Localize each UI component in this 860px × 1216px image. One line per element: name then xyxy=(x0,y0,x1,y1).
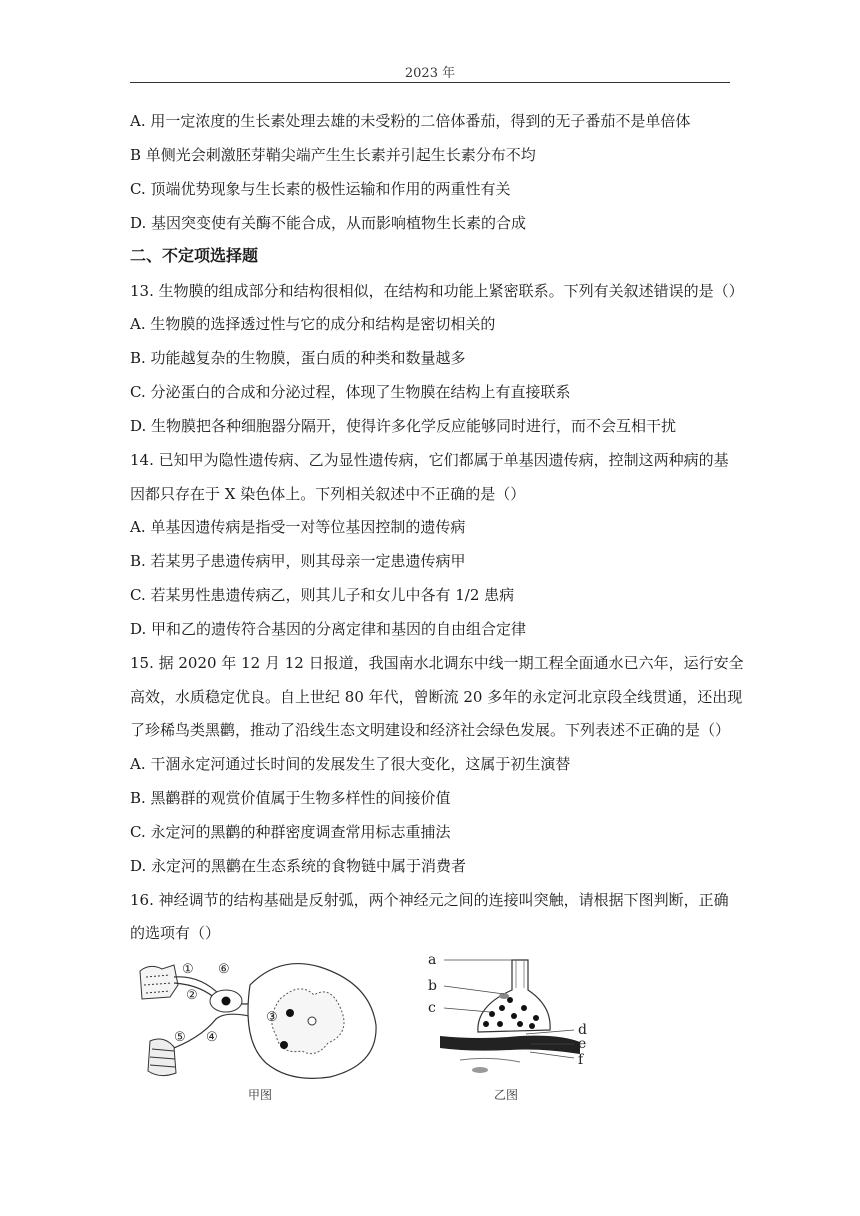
question-13: 13. 生物膜的组成部分和结构很相似，在结构和功能上紧密联系。下列有关叙述错误的是（） xyxy=(130,282,744,300)
postsynaptic-membrane-shape xyxy=(440,1036,580,1054)
text-line: C. 分泌蛋白的合成和分泌过程，体现了生物膜在结构上有直接联系 xyxy=(130,383,571,401)
text-line: B. 功能越复杂的生物膜，蛋白质的种类和数量越多 xyxy=(130,349,466,367)
label-5: ⑤ xyxy=(174,1030,186,1045)
question-16: 16. 神经调节的结构基础是反射弧，两个神经元之间的连接叫突触，请根据下图判断，正确 xyxy=(130,891,729,909)
page-header-year: 2023 年 xyxy=(404,66,456,81)
question-14: 14. 已知甲为隐性遗传病、乙为显性遗传病，它们都属于单基因遗传病，控制这两种病的基 xyxy=(130,451,729,469)
question-15: 15. 据 2020 年 12 月 12 日报道，我国南水北调东中线一期工程全面通水已六年，运行安全 xyxy=(130,654,744,672)
label-c: c xyxy=(428,1000,436,1016)
ganglion-cell-body xyxy=(222,997,231,1006)
text-line: C. 若某男性患遗传病乙，则其儿子和女儿中各有 1/2 患病 xyxy=(130,586,515,604)
text-line: D. 永定河的黑鹳在生态系统的食物链中属于消费者 xyxy=(130,857,467,875)
text-line: A. 单基因遗传病是指受一对等位基因控制的遗传病 xyxy=(130,518,466,536)
text-line: D. 甲和乙的遗传符合基因的分离定律和基因的自由组合定律 xyxy=(130,620,527,638)
header-rule xyxy=(130,82,730,83)
text-line: C. 永定河的黑鹳的种群密度调查常用标志重捕法 xyxy=(130,823,451,841)
label-b: b xyxy=(428,978,437,994)
figure-caption-yi: 乙图 xyxy=(494,1088,519,1102)
muscle-effector-shape xyxy=(148,1039,176,1076)
label-2: ② xyxy=(186,988,198,1003)
synapse-figure xyxy=(420,950,600,1090)
text-line: B 单侧光会刺激胚芽鞘尖端产生生长素并引起生长素分布不均 xyxy=(130,146,536,164)
label-a: a xyxy=(428,952,437,968)
label-f: f xyxy=(578,1052,584,1068)
label-d: d xyxy=(578,1022,587,1038)
label-4: ④ xyxy=(206,1030,218,1045)
text-line: B. 黑鹳群的观赏价值属于生物多样性的间接价值 xyxy=(130,789,451,807)
text-line: 因都只存在于 X 染色体上。下列相关叙述中不正确的是（） xyxy=(130,485,526,503)
section-heading: 二、不定项选择题 xyxy=(130,246,259,265)
text-line: C. 顶端优势现象与生长素的极性运输和作用的两重性有关 xyxy=(130,180,511,198)
text-line: 高效，水质稳定优良。自上世纪 80 年代，曾断流 20 多年的永定河北京段全线贯通，还出现 xyxy=(130,688,743,706)
figure-caption-jia: 甲图 xyxy=(248,1088,273,1102)
text-line: A. 干涸永定河通过长时间的发展发生了很大变化，这属于初生演替 xyxy=(130,755,571,773)
text-line: A. 用一定浓度的生长素处理去雄的未受粉的二倍体番茄，得到的无子番茄不是单倍体 xyxy=(130,112,691,130)
text-line: 了珍稀鸟类黑鹳，推动了沿线生态文明建设和经济社会绿色发展。下列表述不正确的是（） xyxy=(130,721,731,739)
text-line: D. 基因突变使有关酶不能合成，从而影响植物生长素的合成 xyxy=(130,214,527,232)
text-line: 的选项有（） xyxy=(130,924,221,942)
label-3: ③ xyxy=(266,1010,278,1025)
text-line: B. 若某男子患遗传病甲，则其母亲一定患遗传病甲 xyxy=(130,552,466,570)
axon-terminal-shape xyxy=(478,960,550,1032)
label-1: ① xyxy=(182,962,194,977)
label-e: e xyxy=(578,1036,587,1052)
text-line: A. 生物膜的选择透过性与它的成分和结构是密切相关的 xyxy=(130,315,496,333)
reflex-arc-figure xyxy=(130,955,390,1085)
text-line: D. 生物膜把各种细胞器分隔开，使得许多化学反应能够同时进行，而不会互相干扰 xyxy=(130,417,677,435)
label-6: ⑥ xyxy=(218,962,230,977)
skin-receptor-shape xyxy=(140,965,178,999)
